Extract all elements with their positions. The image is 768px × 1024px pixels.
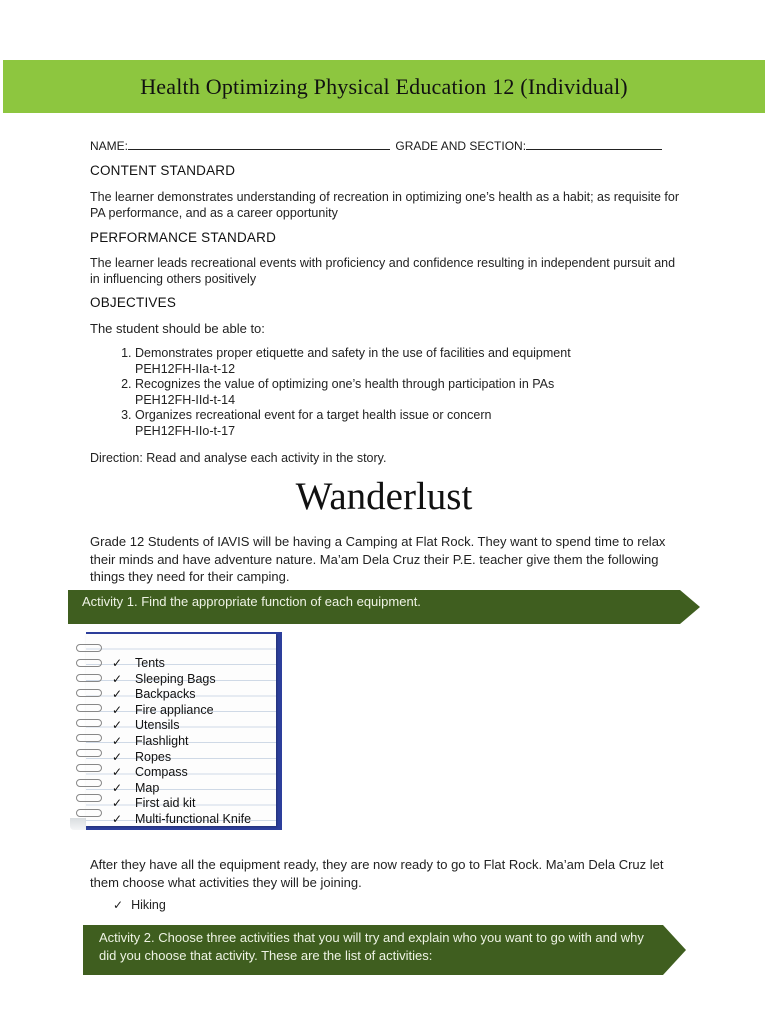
name-grade-line <box>90 139 662 153</box>
spiral-ring <box>76 659 102 667</box>
checkmark-icon: ✓ <box>113 898 124 912</box>
checkmark-icon: ✓ <box>112 780 123 795</box>
activity2-banner <box>83 925 686 975</box>
checkmark-icon: ✓ <box>112 656 123 670</box>
objective-text: 1. Demonstrates proper etiquette and safety in the use of facilities and equipment <box>135 346 571 360</box>
list-item: ✓ Tents <box>112 656 165 670</box>
story-title: Wanderlust <box>295 475 473 518</box>
list-item: ✓ Compass <box>112 765 188 780</box>
objective-text: 3. Organizes recreational event for a target health issue or concern <box>135 408 492 422</box>
objective-code: PEH12FH-IIo-t-17 <box>135 423 236 438</box>
checkmark-icon: ✓ <box>112 796 123 811</box>
list-item: ✓ Flashlight <box>112 733 189 748</box>
objective-item <box>135 346 695 377</box>
name-label: NAME: <box>90 139 129 153</box>
document-title: Health Optimizing Physical Education 12 (Individual) <box>140 73 628 99</box>
spiral-ring <box>76 644 102 652</box>
document-header <box>3 60 765 113</box>
list-item: ✓ Backpacks <box>112 687 196 702</box>
activity1-banner <box>68 590 700 624</box>
spiral-ring <box>76 749 102 757</box>
objectives-list <box>90 346 695 439</box>
list-item: ✓ Ropes <box>112 749 172 764</box>
spiral-ring <box>76 764 102 772</box>
checkmark-icon: ✓ <box>112 671 123 686</box>
activity2-label: Activity 2. Choose three activities that you will try and explain who you want to go with and why did you choose that activity. These are the list of activities: <box>99 930 644 963</box>
list-item: ✓ Fire appliance <box>112 702 214 717</box>
checkmark-icon: ✓ <box>112 702 123 717</box>
activity1-label: Activity 1. Find the appropriate function of each equipment. <box>82 594 421 609</box>
content-standard-text: The learner demonstrates understanding of recreation in optimizing one’s health as a habit; as requisite for PA performance, and as a career opportunity <box>90 190 680 220</box>
list-item: ✓ Multi-functional Knife <box>112 811 252 826</box>
list-item: ✓ First aid kit <box>112 796 196 811</box>
content-standard-heading: CONTENT STANDARD <box>90 163 236 178</box>
list-item: ✓ Sleeping Bags <box>112 671 216 686</box>
checkmark-icon: ✓ <box>112 811 123 826</box>
objective-item <box>135 377 695 408</box>
direction-text: Direction: Read and analyse each activity in the story. <box>90 451 387 465</box>
hiking-label: Hiking <box>131 898 166 912</box>
spiral-ring <box>76 689 102 697</box>
spiral-ring <box>76 719 102 727</box>
performance-standard-text: The learner leads recreational events with proficiency and confidence resulting in independent pursuit and in influencing others positively <box>90 256 676 286</box>
story-intro: Grade 12 Students of IAVIS will be having a Camping at Flat Rock. They want to spend time to relax their minds and have adventure nature. Ma’am Dela Cruz their P.E. teacher give them the following things they need for their camping. <box>90 534 666 584</box>
list-item: ✓ Utensils <box>112 718 180 733</box>
grade-label: GRADE AND SECTION: <box>395 139 527 153</box>
spiral-ring <box>76 704 102 712</box>
objectives-intro: The student should be able to: <box>90 321 265 336</box>
hiking-item <box>113 898 166 912</box>
after-text: After they have all the equipment ready, they are now ready to go to Flat Rock. Ma’am Dela Cruz let them choose what activities they will be joining. <box>90 857 664 890</box>
name-blank[interactable] <box>128 139 390 150</box>
spiral-ring <box>76 734 102 742</box>
equipment-list <box>112 656 251 828</box>
objective-item <box>135 408 695 439</box>
checkmark-icon: ✓ <box>112 749 123 764</box>
checkmark-icon: ✓ <box>112 718 123 733</box>
objective-code: PEH12FH-IIa-t-12 <box>135 361 236 376</box>
checkmark-icon: ✓ <box>112 733 123 748</box>
list-item: ✓ Map <box>112 780 160 795</box>
objective-code: PEH12FH-IId-t-14 <box>135 392 236 407</box>
objectives-heading: OBJECTIVES <box>90 295 177 310</box>
checkmark-icon: ✓ <box>112 687 123 702</box>
performance-standard-heading: PERFORMANCE STANDARD <box>90 230 277 245</box>
spiral-ring <box>76 674 102 682</box>
spiral-ring <box>76 794 102 802</box>
objective-text: 2. Recognizes the value of optimizing one’s health through participation in PAs <box>135 377 555 391</box>
spiral-ring <box>76 779 102 787</box>
checkmark-icon: ✓ <box>112 765 123 780</box>
grade-blank[interactable] <box>526 139 662 150</box>
spiral-ring <box>76 809 102 817</box>
